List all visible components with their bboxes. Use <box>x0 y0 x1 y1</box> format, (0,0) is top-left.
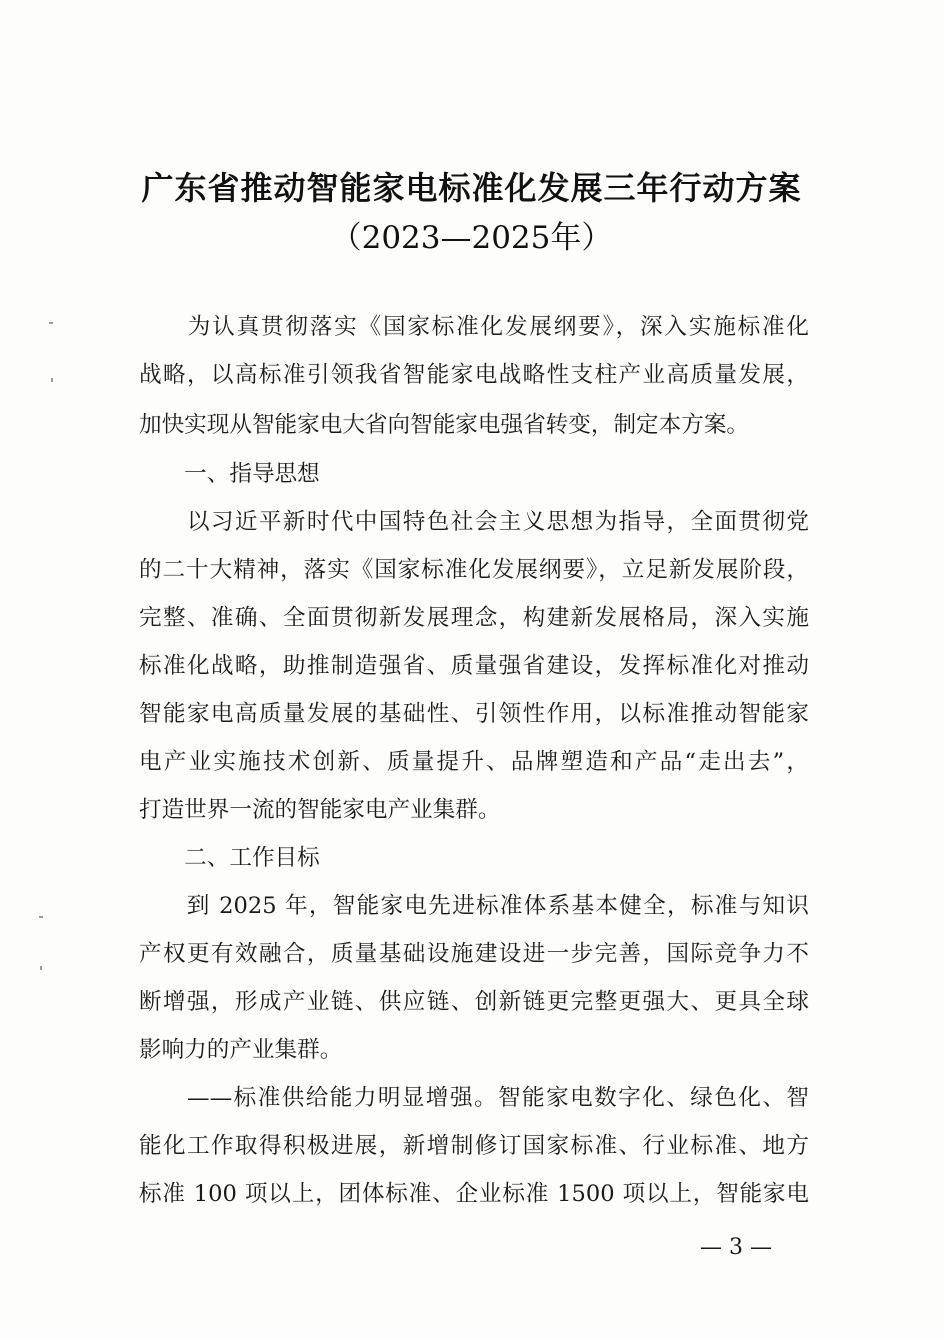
scan-mark <box>40 966 42 970</box>
paragraph-line: 标准化战略，助推制造强省、质量强省建设，发挥标准化对推动 <box>139 653 809 679</box>
scan-mark <box>39 916 43 918</box>
section-heading: 二、工作目标 <box>139 845 320 871</box>
scan-mark <box>49 322 53 324</box>
scan-mark <box>51 378 53 382</box>
paragraph-line: 标准 100 项以上，团体标准、企业标准 1500 项以上，智能家电 <box>139 1181 809 1207</box>
paragraph-line: 能化工作取得积极进展，新增制修订国家标准、行业标准、地方 <box>139 1133 809 1159</box>
paragraph-line: 为认真贯彻落实《国家标准化发展纲要》，深入实施标准化 <box>139 314 809 340</box>
paragraph-line: 打造世界一流的智能家电产业集群。 <box>139 797 501 823</box>
paragraph-line: 产权更有效融合，质量基础设施建设进一步完善，国际竞争力不 <box>139 941 809 967</box>
paragraph-line: 加快实现从智能家电大省向智能家电强省转变，制定本方案。 <box>139 412 750 438</box>
paragraph-line: 影响力的产业集群。 <box>139 1037 343 1063</box>
paragraph-line: ——标准供给能力明显增强。智能家电数字化、绿色化、智 <box>139 1085 809 1111</box>
paragraph-line: 断增强，形成产业链、供应链、创新链更完整更强大、更具全球 <box>139 989 809 1015</box>
paragraph-line: 以习近平新时代中国特色社会主义思想为指导，全面贯彻党 <box>139 509 809 535</box>
paragraph-line: 战略，以高标准引领我省智能家电战略性支柱产业高质量发展， <box>139 362 809 388</box>
paragraph-line: 的二十大精神，落实《国家标准化发展纲要》，立足新发展阶段， <box>139 557 809 583</box>
section-heading: 一、指导思想 <box>139 461 320 487</box>
paragraph-line: 到 2025 年，智能家电先进标准体系基本健全，标准与知识 <box>139 893 809 919</box>
paragraph-line: 完整、准确、全面贯彻新发展理念，构建新发展格局，深入实施 <box>139 605 809 631</box>
document-title: 广东省推动智能家电标准化发展三年行动方案 <box>141 169 802 207</box>
paragraph-line: 智能家电高质量发展的基础性、引领性作用，以标准推动智能家 <box>139 701 809 727</box>
paragraph-line: 电产业实施技术创新、质量提升、品牌塑造和产品“走出去”， <box>139 749 809 775</box>
document-subtitle: （2023—2025年） <box>330 220 613 256</box>
page-number: — 3 — <box>700 1235 772 1260</box>
